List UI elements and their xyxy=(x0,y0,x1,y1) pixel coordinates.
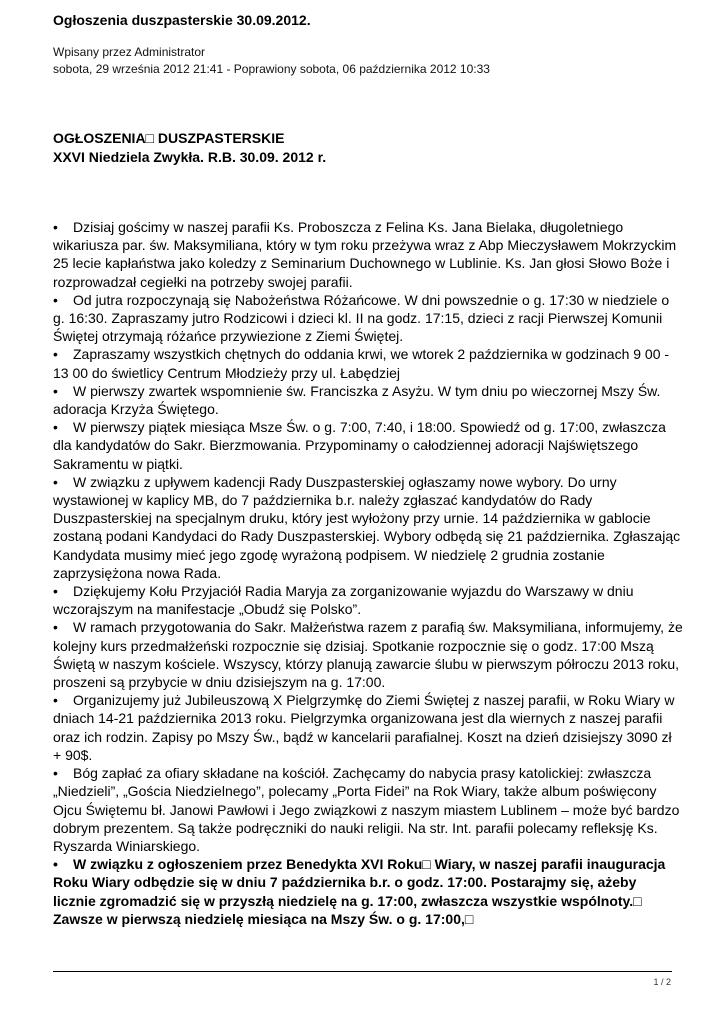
bullet-icon: • xyxy=(53,473,58,490)
article-title: Ogłoszenia duszpasterskie 30.09.2012. xyxy=(53,12,311,28)
list-item-text: W ramach przygotowania do Sakr. Małżeństwa razem z parafią św. Maksymiliana, informujemy, że kolejny kurs przedmałżeński rozpocznie się dzisiaj. Spotkanie rozpocznie się o godz. 17:00 Mszą Świętą w naszym kościele. Wszyscy, którzy planują zawarcie ślubu w pierwszym półroczu 2013 roku, proszeni są przybycie w dniu dzisiejszym na g. 17:00. xyxy=(53,619,683,691)
page-number: 1 / 2 xyxy=(653,977,671,987)
list-item-text: Zapraszamy wszystkich chętnych do oddania krwi, we wtorek 2 października w godzinach 9 00 - 13 00 do świetlicy Centrum Młodzieży przy ul. Łabędziej xyxy=(53,346,670,381)
list-item-text: W związku z ogłoszeniem przez Benedykta XVI Roku□ Wiary, w naszej parafii inauguracja Roku Wiary odbędzie się w dniu 7 października b.r. o godz. 17:00. Postarajmy się, ażeby licznie zgromadzić się w przyszłą niedzielę na g. 17:00, zwłaszcza wszystkie wspólnoty.□ Zawsze w pierwszą niedzielę miesiąca na Mszy Św. o g. 17:00,□ xyxy=(53,856,666,927)
list-item xyxy=(53,291,683,346)
list-item xyxy=(53,418,683,473)
date-line: sobota, 29 września 2012 21:41 - Poprawiony sobota, 06 października 2012 10:33 xyxy=(53,62,490,76)
bullet-icon: • xyxy=(53,765,58,782)
list-item-text: W pierwszy zwartek wspomnienie św. Franciszka z Asyżu. W tym dniu po wieczornej Mszy Św. adoracja Krzyża Świętego. xyxy=(53,382,661,418)
list-item-text: Dzisiaj gościmy w naszej parafii Ks. Proboszcza z Felina Ks. Jana Bielaka, długoletniego wikariusza par. św. Maksymiliana, który w tym roku przeżywa wraz z Abp Mieczysławem Mokrzyckim 25 lecie kapłaństwa jako koledzy z Seminarium Duchownego w Lublinie. Ks. Jan głosi Słowo Boże i rozprowadzał cegiełki na potrzeby swojej parafii. xyxy=(53,219,677,290)
bullet-icon: • xyxy=(53,219,58,235)
list-item xyxy=(53,618,683,691)
list-item-highlighted xyxy=(53,855,683,928)
list-item-text: Od jutra rozpoczynają się Nabożeństwa Różańcowe. W dni powszednie o g. 17:30 w niedziele o g. 16:30. Zapraszamy jutro Rodzicowi i dzieci kl. II na godz. 17:15, dzieci z racji Pierwszej Komunii Świętej otrzymają różańce przywiezione z Ziemi Świętej. xyxy=(53,291,670,345)
bullet-icon: • xyxy=(53,382,58,399)
list-item xyxy=(53,345,683,381)
list-item xyxy=(53,582,683,618)
list-item xyxy=(53,764,683,855)
list-item-text: Bóg zapłać za ofiary składane na kościół. Zachęcamy do nabycia prasy katolickiej: zwłaszcza „Niedzieli”, „Gościa Niedzielnego”, polecamy „Porta Fidei” na Rok Wiary, także album poświęcony Ojcu Świętemu bł. Janowi Pawłowi i Jego związkowi z naszym miastem Lublinem – może być bardzo dobrym prezentem. Są także podręczniki do nauki religii. Na str. Int. parafii polecamy refleksję Ks. Ryszarda Winiarskiego. xyxy=(53,765,680,854)
list-item-text: W związku z upływem kadencji Rady Duszpasterskiej ogłaszamy nowe wybory. Do urny wystawionej w kaplicy MB, do 7 października b.r. należy zgłaszać kandydatów do Rady Duszpasterskiej na specjalnym druku, który jest wyłożony przy urnie. 14 października w gablocie zostaną podani Kandydaci do Rady Duszpasterskiej. Wybory odbędą się 21 października. Zgłaszając Kandydata musimy mieć jego zgodę wyrażoną podpisem. W niedzielę 2 grudnia zostanie zaprzysiężona nowa Rada. xyxy=(53,473,681,581)
list-item-text: W pierwszy piątek miesiąca Msze Św. o g. 7:00, 7:40, i 18:00. Spowiedź od g. 17:00, zwłaszcza dla kandydatów do Sakr. Bierzmowania. Przypominamy o całodziennej adoracji Najświętszego Sakramentu w piątki. xyxy=(53,419,666,472)
bullet-icon: • xyxy=(53,583,58,600)
bullet-icon: • xyxy=(53,291,58,308)
list-item xyxy=(53,218,683,291)
list-item-text: Organizujemy już Jubileuszową X Pielgrzymkę do Ziemi Świętej z naszej parafii, w Roku Wiary w dniach 14-21 października 2013 roku. Pielgrzymka organizowana jest dla wiernych z naszej parafii oraz ich rodzin. Zapisy po Mszy Św., bądź w kancelarii parafialnej. Koszt na dzień dzisiejszy 3090 zł + 90$. xyxy=(53,692,675,763)
footer-divider xyxy=(53,971,672,972)
bullet-icon: • xyxy=(53,856,58,873)
announcement-subheading: XXVI Niedziela Zwykła. R.B. 30.09. 2012 r. xyxy=(53,149,327,165)
announcement-heading: OGŁOSZENIA□ DUSZPASTERSKIE xyxy=(53,130,285,146)
list-item xyxy=(53,473,683,582)
bullet-icon: • xyxy=(53,419,58,436)
author-line: Wpisany przez Administrator xyxy=(53,45,206,59)
bullet-icon: • xyxy=(53,619,58,636)
list-item xyxy=(53,382,683,418)
announcement-list xyxy=(53,218,683,928)
list-item xyxy=(53,691,683,764)
bullet-icon: • xyxy=(53,692,58,709)
bullet-icon: • xyxy=(53,346,58,363)
list-item-text: Dziękujemy Kołu Przyjaciół Radia Maryja za zorganizowanie wyjazdu do Warszawy w dniu wczorajszym na manifestacje „Obudź się Polsko”. xyxy=(53,583,634,618)
